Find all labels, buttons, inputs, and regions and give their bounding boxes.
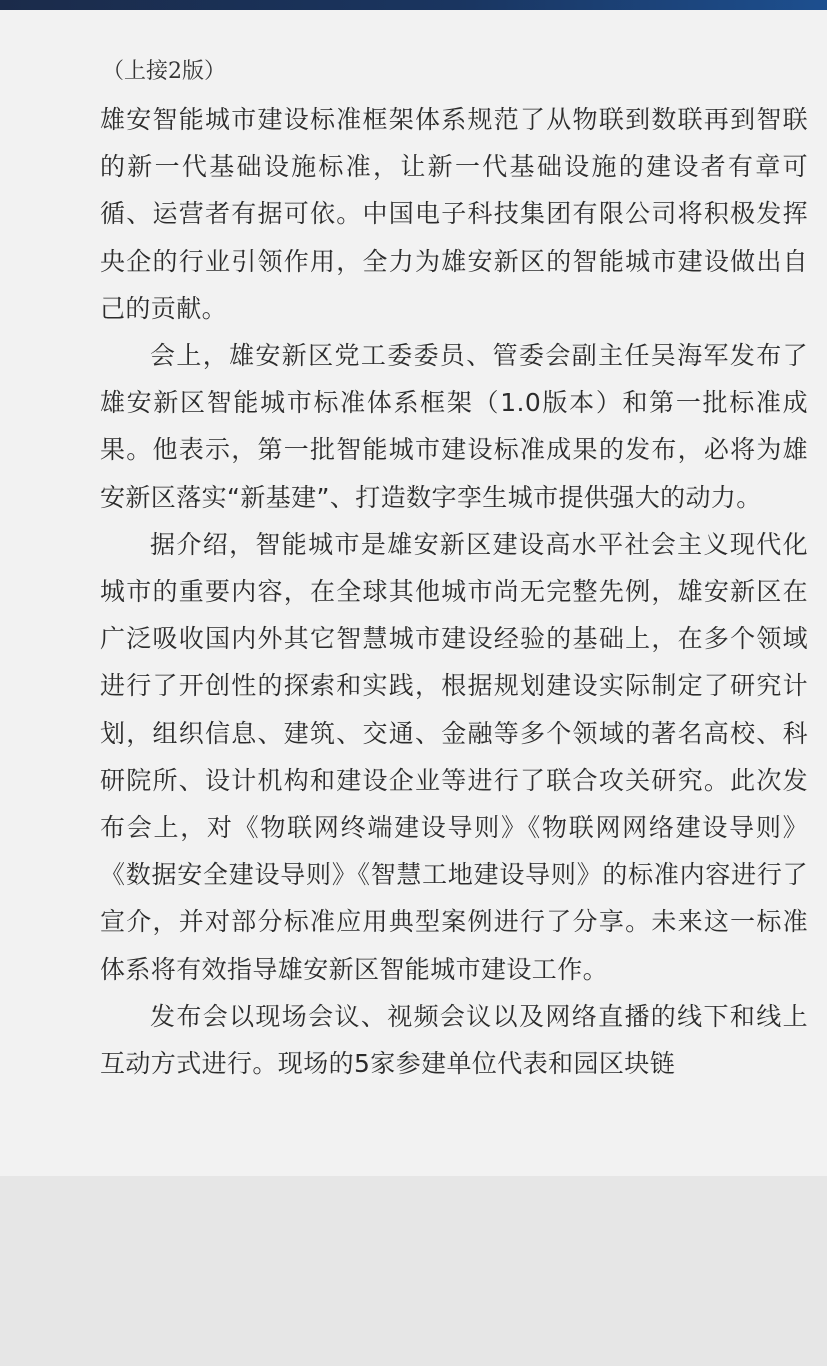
article-paragraph-1: 雄安智能城市建设标准框架体系规范了从物联到数联再到智联的新一代基础设施标准，让新一代基础设施的建设者有章可循、运营者有据可依。中国电子科技集团有限公司将积极发挥央企的行业引领作用，全力为雄安新区的智能城市建设做出自己的贡献。 [100, 105, 808, 323]
continuation-note: （上接2版） [102, 59, 226, 84]
article-paragraph-2: 会上，雄安新区党工委委员、管委会副主任吴海军发布了雄安新区智能城市标准体系框架（1.0版本）和第一批标准成果。他表示，第一批智能城市建设标准成果的发布，必将为雄安新区落实“新基建”、打造数字孪生城市提供强大的动力。 [100, 341, 808, 512]
article-paragraph-3: 据介绍，智能城市是雄安新区建设高水平社会主义现代化城市的重要内容，在全球其他城市尚无完整先例，雄安新区在广泛吸收国内外其它智慧城市建设经验的基础上，在多个领域进行了开创性的探索和实践，根据规划建设实际制定了研究计划，组织信息、建筑、交通、金融等多个领域的著名高校、科研院所、设计机构和建设企业等进行了联合攻关研究。此次发布会上，对《物联网终端建设导则》《物联网网络建设导则》《数据安全建设导则》《智慧工地建设导则》的标准内容进行了宣介，并对部分标准应用典型案例进行了分享。未来这一标准体系将有效指导雄安新区智能城市建设工作。 [100, 529, 808, 984]
top-banner-bar [0, 0, 827, 10]
bottom-overlay-panel [0, 1176, 827, 1366]
article-body [100, 50, 808, 1087]
article-paragraph-4: 发布会以现场会议、视频会议以及网络直播的线下和线上互动方式进行。现场的5家参建单位代表和园区块链 [100, 1001, 808, 1079]
